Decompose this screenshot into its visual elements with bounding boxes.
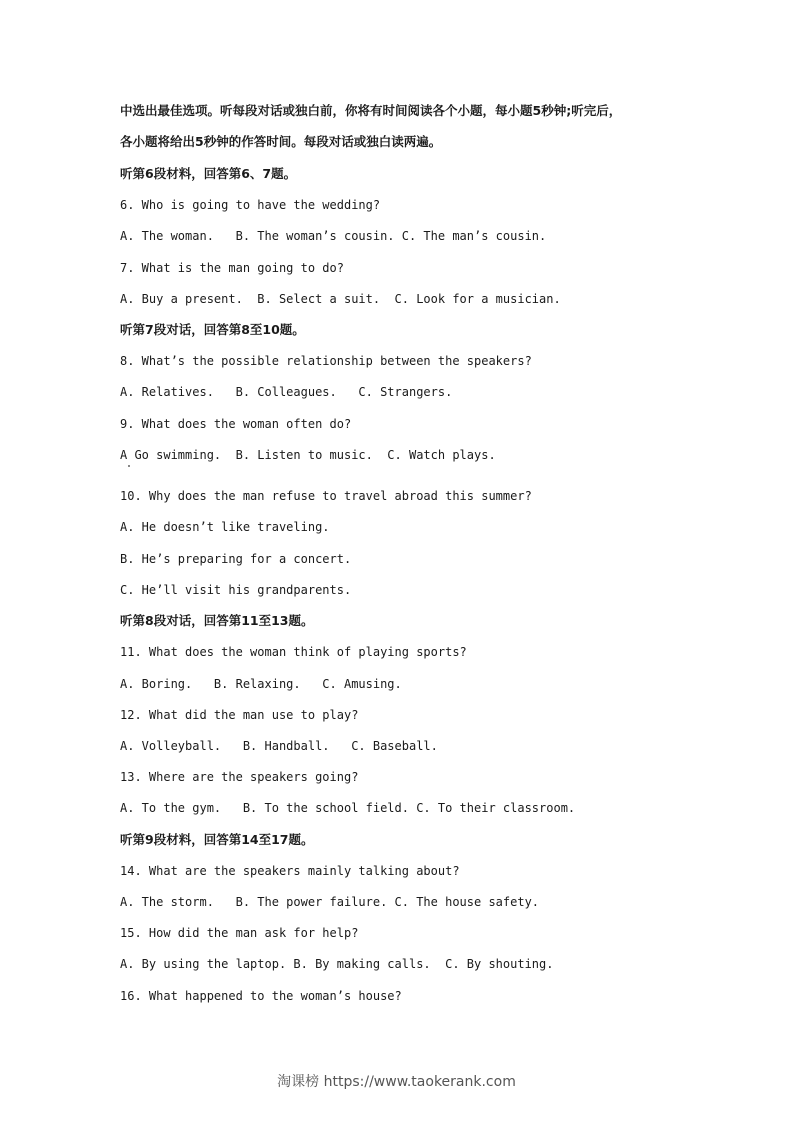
question-line: A. He doesn’t like traveling. [120,520,330,534]
question-line: A. Relatives. B. Colleagues. C. Strangers. [120,385,453,399]
question-line: A. To the gym. B. To the school field. C. To their classroom. [120,801,576,815]
question-line: A. Boring. B. Relaxing. C. Amusing. [120,677,402,691]
section-heading: 听第8段对话，回答第11至13题。 [120,613,314,628]
question-line: 12. What did the man use to play? [120,708,359,722]
question-line: A. Volleyball. B. Handball. C. Baseball. [120,739,438,753]
question-line: 15. How did the man ask for help? [120,926,359,940]
question-line: 6. Who is going to have the wedding? [120,198,381,212]
question-line: 7. What is the man going to do? [120,261,344,275]
question-line: A. The woman. B. The woman’s cousin. C. The man’s cousin. [120,229,547,243]
question-line: A. By using the laptop. B. By making calls. C. By shouting. [120,957,554,971]
section-heading: 听第7段对话，回答第8至10题。 [120,322,305,337]
question-line: A Go swimming. B. Listen to music. C. Watch plays. [120,448,496,462]
section-heading: 各小题将给出5秒钟的作答时间。每段对话或独白读两遍。 [120,134,442,149]
question-line: 11. What does the woman think of playing sports? [120,645,467,659]
question-line: A. The storm. B. The power failure. C. The house safety. [120,895,540,909]
section-heading: 中选出最佳选项。听每段对话或独白前，你将有时间阅读各个小题，每小题5秒钟;听完后， [120,103,622,118]
question-line: 10. Why does the man refuse to travel abroad this summer? [120,489,532,503]
speck-mark [128,465,130,467]
section-heading: 听第9段材料，回答第14至17题。 [120,832,314,847]
question-line: B. He’s preparing for a concert. [120,552,352,566]
footer-watermark: 淘课榜 https://www.taokerank.com [277,1074,516,1090]
section-heading: 听第6段材料，回答第6、7题。 [120,166,297,181]
question-line: 9. What does the woman often do? [120,417,352,431]
question-line: 16. What happened to the woman’s house? [120,989,402,1003]
question-line: 13. Where are the speakers going? [120,770,359,784]
question-line: A. Buy a present. B. Select a suit. C. Look for a musician. [120,292,561,306]
question-line: C. He’ll visit his grandparents. [120,583,352,597]
question-line: 14. What are the speakers mainly talking about? [120,864,460,878]
question-line: 8. What’s the possible relationship between the speakers? [120,354,532,368]
